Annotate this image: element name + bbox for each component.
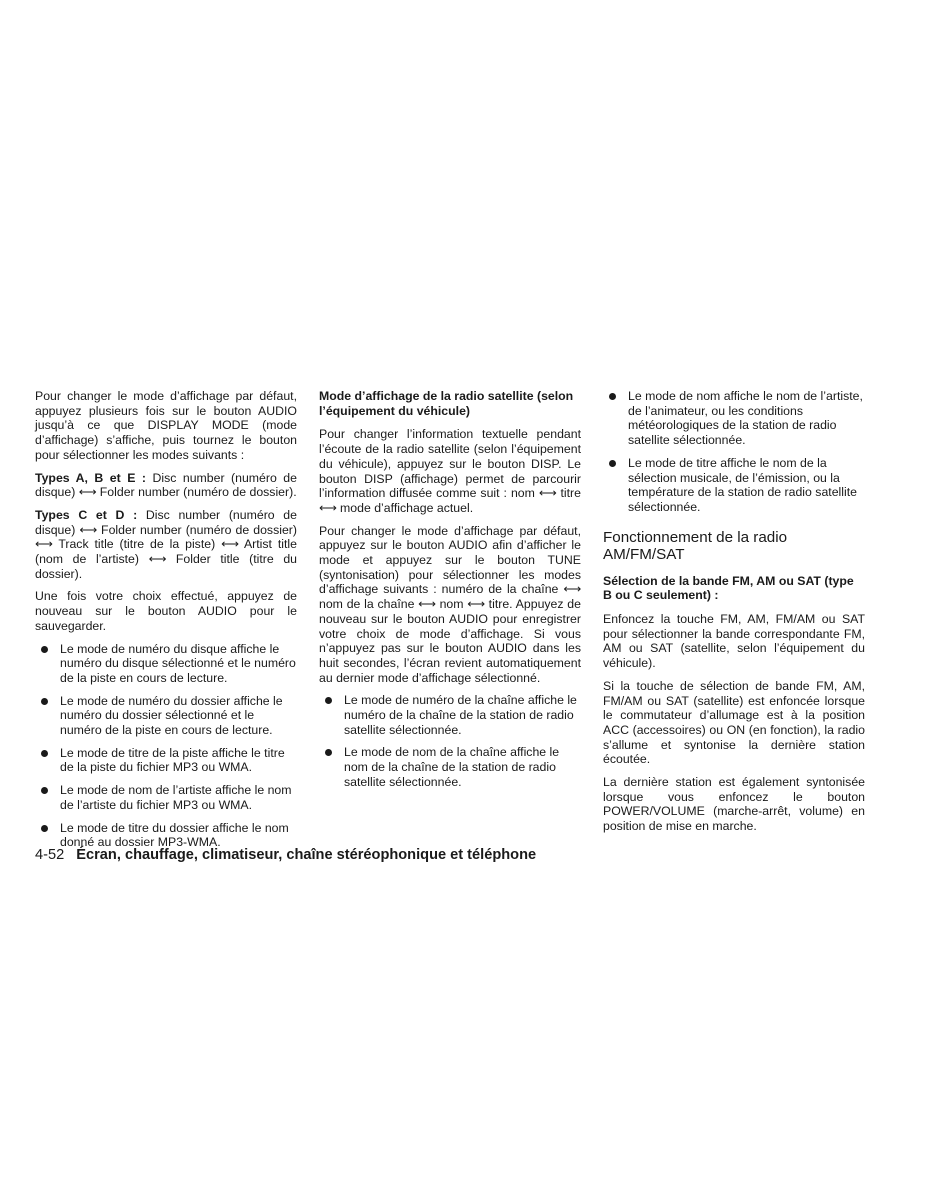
subsection-heading: Sélection de la bande FM, AM ou SAT (type B ou C seulement) : (603, 573, 854, 603)
paragraph: La dernière station est également syntonisée lorsque vous enfoncez le bouton POWER/VOLUME (marche-arrêt, volume) en position de mise en marche. (603, 775, 865, 834)
bullet-icon (325, 749, 332, 756)
paragraph-text: Disc number (numéro de disque) ⟷ Folder number (numéro de dossier) ⟷ Track title (titre de la piste) ⟷ Artist title (nom de l’artiste) ⟷ Folder title (titre du dossier). (35, 507, 297, 581)
list-item (35, 746, 297, 775)
paragraph (35, 471, 297, 500)
bullet-icon (609, 460, 616, 467)
column-left (35, 389, 297, 858)
list-item (35, 642, 297, 686)
section-title: Fonctionnement de la radio AM/FM/SAT (603, 528, 788, 563)
paragraph (35, 508, 297, 582)
bullet-list (603, 389, 865, 515)
chapter-title: Écran, chauffage, climatiseur, chaîne stéréophonique et téléphone (76, 847, 537, 863)
paragraph-lead: Types C et D : (35, 507, 138, 522)
list-item (603, 389, 865, 448)
list-item-text: Le mode de titre de la piste affiche le titre de la piste du fichier MP3 ou WMA. (60, 745, 285, 775)
list-item-text: Le mode de numéro du disque affiche le numéro du disque sélectionné et le numéro de la piste en cours de lecture. (60, 641, 296, 685)
bullet-list (319, 693, 581, 789)
bullet-icon (41, 787, 48, 794)
paragraph: Pour changer le mode d’affichage par défaut, appuyez plusieurs fois sur le bouton AUDIO jusqu’à ce que DISPLAY MODE (mode d’affichage) s’affiche, puis tournez le bouton pour sélectionner les modes suivants : (35, 389, 297, 462)
list-item (35, 783, 297, 812)
list-item-text: Le mode de titre affiche le nom de la sélection musicale, de l’émission, ou la température de la station de radio satellite sélectionnée. (628, 455, 857, 514)
column-middle (319, 389, 581, 798)
list-item (603, 456, 865, 515)
list-item (35, 694, 297, 738)
paragraph: Pour changer le mode d’affichage par défaut, appuyez sur le bouton AUDIO afin d’afficher le mode et appuyez sur le bouton TUNE (syntonisation) pour sélectionner les modes d’affichage suivants : numéro de la chaîne ⟷ nom de la chaîne ⟷ nom ⟷ titre. Appuyez de nouveau sur le bouton AUDIO pour enregistrer votre choix de mode d’affichage. Si vous n’appuyez pas sur le bouton AUDIO dans les huit secondes, l’écran revient automatiquement au dernier mode d’affichage sélectionné. (319, 523, 581, 685)
bullet-icon (325, 697, 332, 704)
bullet-icon (41, 750, 48, 757)
list-item-text: Le mode de nom affiche le nom de l’artiste, de l’animateur, ou les conditions météorologiques de la station de radio satellite sélectionnée. (628, 389, 863, 448)
bullet-icon (609, 393, 616, 400)
list-item (319, 745, 581, 789)
paragraph: Pour changer l’information textuelle pendant l’écoute de la radio satellite (selon l’équipement du véhicule), appuyez sur le bouton DISP. Le bouton DISP (affichage) permet de parcourir l’information diffusée comme suit : nom ⟷ titre ⟷ mode d’affichage actuel. (319, 427, 581, 515)
bullet-icon (41, 646, 48, 653)
list-item (319, 693, 581, 737)
bullet-list (35, 642, 297, 850)
list-item-text: Le mode de nom de l’artiste affiche le nom de l’artiste du fichier MP3 ou WMA. (60, 783, 292, 812)
bullet-icon (41, 698, 48, 705)
list-item-text: Le mode de numéro de la chaîne affiche le numéro de la chaîne de la station de radio satellite sélectionnée. (344, 693, 577, 737)
list-item-text: Le mode de titre du dossier affiche le nom donné au dossier MP3-WMA. (60, 820, 289, 850)
column-right (603, 389, 865, 842)
page-number: 4-52 (35, 847, 65, 863)
subsection-heading: Mode d’affichage de la radio satellite (selon l’équipement du véhicule) (319, 389, 574, 418)
list-item-text: Le mode de nom de la chaîne affiche le nom de la chaîne de la station de radio satellite sélectionnée. (344, 745, 560, 789)
bullet-icon (41, 825, 48, 832)
paragraph-lead: Types A, B et E : (35, 470, 146, 485)
list-item-text: Le mode de numéro du dossier affiche le numéro du dossier sélectionné et le numéro de la piste en cours de lecture. (60, 693, 283, 738)
page-footer (35, 846, 536, 864)
paragraph-text: Disc number (numéro de disque) ⟷ Folder number (numéro de dossier). (35, 470, 297, 500)
paragraph: Enfoncez la touche FM, AM, FM/AM ou SAT pour sélectionner la bande correspondante FM, AM ou SAT (satellite, selon l’équipement du véhicule). (603, 612, 865, 671)
paragraph: Une fois votre choix effectué, appuyez de nouveau sur le bouton AUDIO pour le sauvegarder. (35, 589, 297, 633)
paragraph: Si la touche de sélection de bande FM, AM, FM/AM ou SAT (satellite) est enfoncée lorsque le commutateur d’allumage est à la position ACC (accessoires) ou ON (en fonction), la radio s’allume et syntonise la dernière station écoutée. (603, 678, 865, 767)
